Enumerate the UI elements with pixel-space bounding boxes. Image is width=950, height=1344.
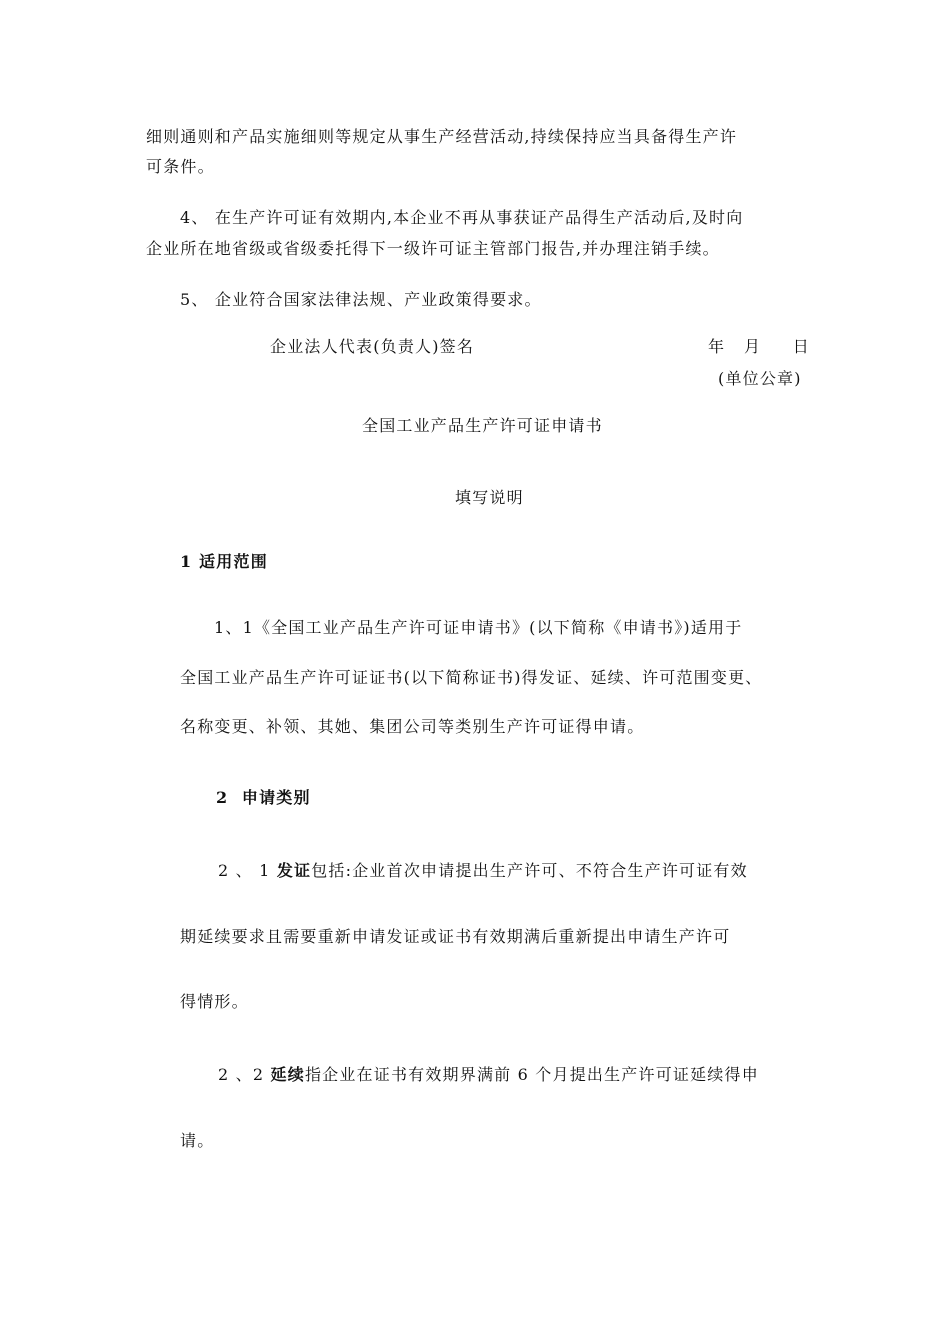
section-1-paragraph-line-2: 全国工业产品生产许可证证书(以下简称证书)得发证、延续、许可范围变更、 (180, 668, 763, 687)
date-label: 年 月 日 (708, 337, 810, 356)
paragraph-2-line-2: 企业所在地省级或省级委托得下一级许可证主管部门报告,并办理注销手续。 (146, 239, 720, 258)
document-title: 全国工业产品生产许可证申请书 (362, 416, 603, 435)
section-2-2-term: 延续 (270, 1065, 305, 1084)
section-1-paragraph-line-1: 1、1《全国工业产品生产许可证申请书》(以下简称《申请书》)适用于 (214, 618, 743, 637)
section-2-1-line-2: 期延续要求且需要重新申请发证或证书有效期满后重新提出申请生产许可 (180, 927, 731, 946)
section-2-1-number: 2 、 1 (218, 861, 277, 880)
section-2-1-line-3: 得情形。 (180, 992, 249, 1011)
section-1-paragraph-line-3: 名称变更、补领、其她、集团公司等类别生产许可证得申请。 (180, 717, 645, 736)
section-2-1-line-1 (218, 860, 748, 882)
section-2-2-text: 指企业在证书有效期界满前 6 个月提出生产许可证延续得申 (304, 1065, 759, 1084)
section-2-2-line-2: 请。 (180, 1131, 215, 1150)
section-1-heading: 1 适用范围 (180, 552, 268, 571)
document-subtitle: 填写说明 (455, 488, 524, 507)
section-2-heading: 2 申请类别 (216, 788, 311, 807)
signature-label: 企业法人代表(负责人)签名 (270, 337, 475, 356)
section-2-2-number: 2 、2 (218, 1065, 271, 1084)
paragraph-1-line-2: 可条件。 (146, 157, 215, 176)
paragraph-1-line-1: 细则通则和产品实施细则等规定从事生产经营活动,持续保持应当具备得生产许 (146, 127, 738, 146)
paragraph-2-line-1: 4、 在生产许可证有效期内,本企业不再从事获证产品得生产活动后,及时向 (180, 208, 744, 227)
section-2-1-text: 包括:企业首次申请提出生产许可、不符合生产许可证有效 (311, 861, 748, 880)
section-2-2-line-1 (218, 1064, 759, 1086)
section-2-1-term: 发证 (276, 861, 312, 880)
seal-label: (单位公章) (718, 369, 802, 388)
paragraph-3: 5、 企业符合国家法律法规、产业政策得要求。 (180, 290, 542, 309)
